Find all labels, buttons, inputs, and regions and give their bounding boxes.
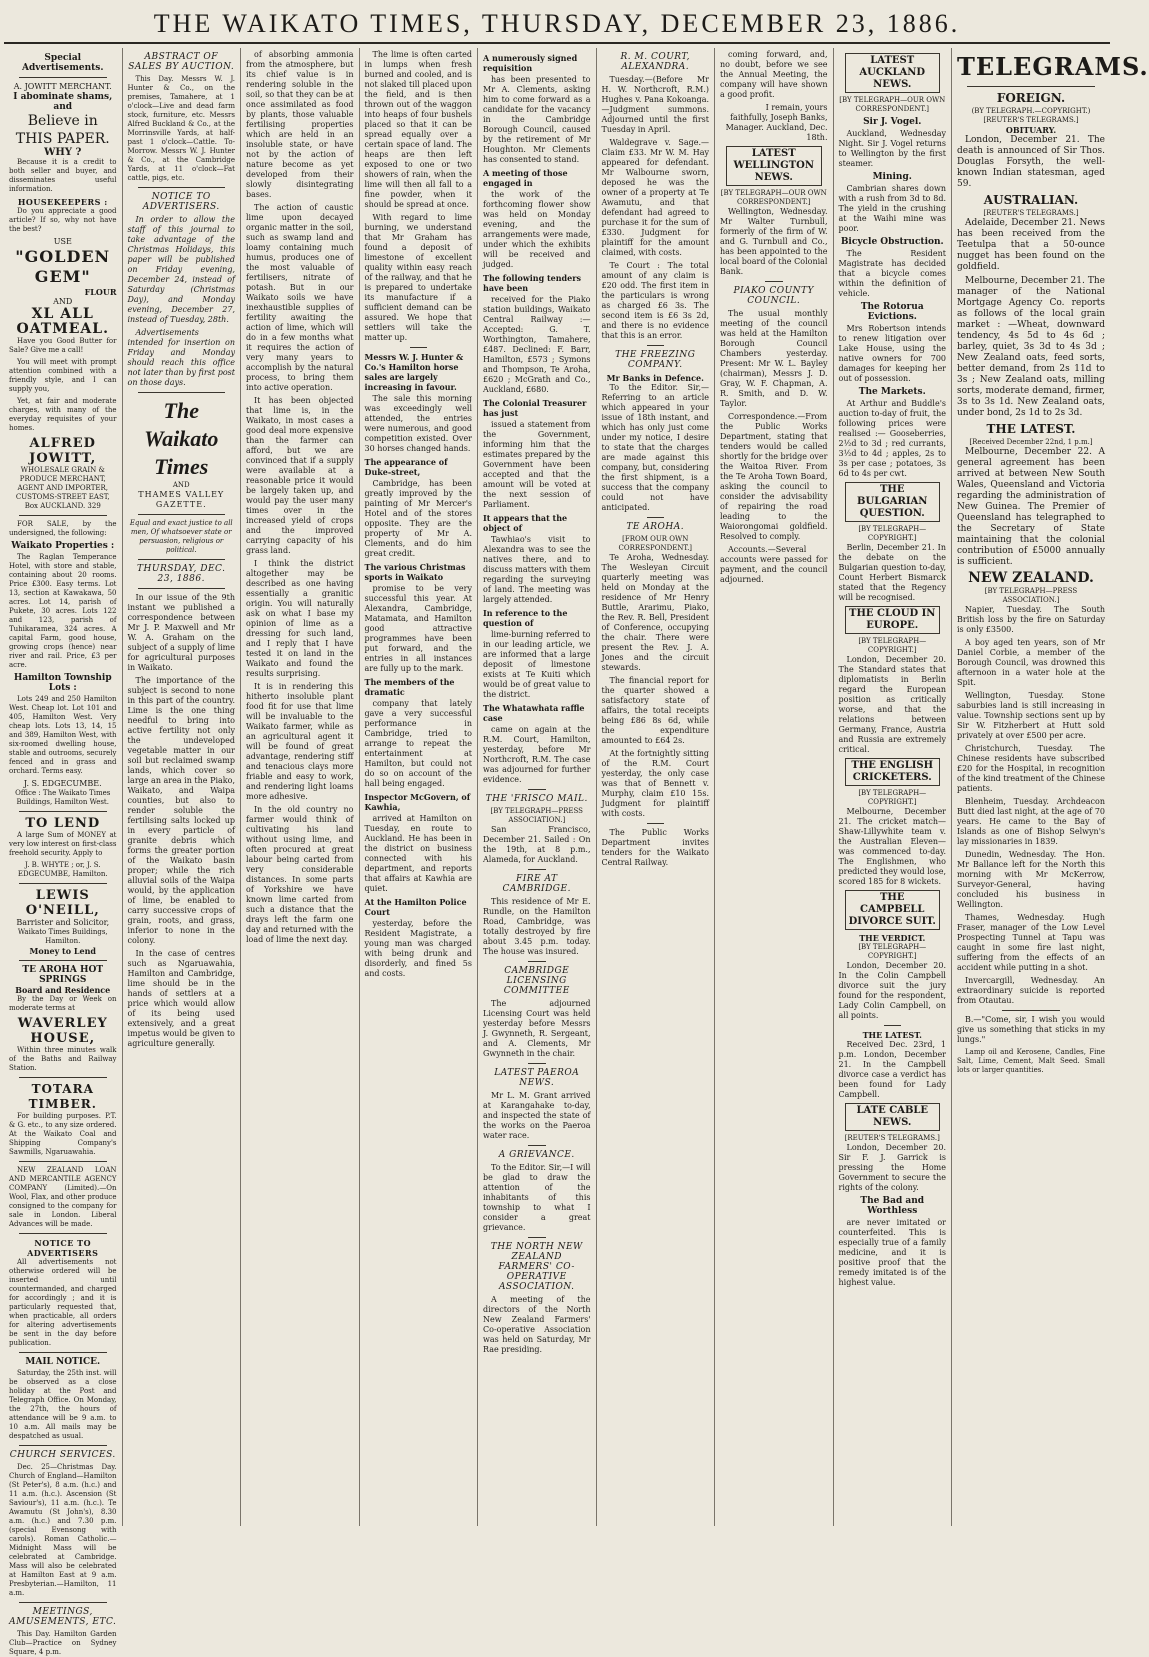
wellington-body: Wellington, Wednesday. Mr Walter Turnbull, formerly of the firm of W. and G. Turnbull and Co., has been appointed to the local board of the Colonial Bank. xyxy=(720,207,828,276)
wellington-sub: [BY TELEGRAPH—OUR OWN CORRESPONDENT.] xyxy=(720,189,827,206)
mining-heading: Mining. xyxy=(872,172,912,182)
board-residence: Board and Residence xyxy=(15,985,111,995)
to-lend-body: A large Sum of MONEY at very low interest on first-class freehold security. Apply to xyxy=(9,831,117,857)
farmers-body: A meeting of the directors of the North New Zealand Farmers' Co-operative Association was held on Saturday, Mr Rae presiding. xyxy=(483,1295,591,1354)
housekeepers-heading: HOUSEKEEPERS : xyxy=(17,197,108,207)
cable-body: London, December 20. Sir F. J. Garrick is pressing the Home Government to secure the rights of the colony. xyxy=(838,1143,946,1192)
mining-body: Cambrian shares down with a rush from 3d to 8d. The yield in the crushing at the Waihi mine was poor. xyxy=(838,184,946,233)
reference-body: lime-burning referred to in our leading article, we are informed that a large deposit of limestone exists at Te Kuiti which would be of great value to the district. xyxy=(483,630,591,699)
cable-heading: LATE CABLE NEWS. xyxy=(845,1103,941,1131)
latest-body: Received Dec. 23rd, 1 p.m. London, December 21. In the Campbell divorce case a verdict has been found for Lady Campbell. xyxy=(838,1040,946,1099)
editorial-paragraph-10: The lime is often carted in lumps when fresh burned and cooled, and is not slaked till placed upon the field, and is then thrown out of the waggon into heaps of four bushels placed so that it can be spread equally over a certain space of land. The heaps are then left exposed to one or two showers of rain, when the lime will then all fall to a fine powder, when it should be spread at once. xyxy=(364,50,472,209)
nz-loan-text: NEW ZEALAND LOAN AND MERCANTILE AGENCY COMPANY (Limited).—On Wool, Flax, and other produce consigned to the company for sale in London. Liberal Advances will be made. xyxy=(9,1166,117,1228)
wellington-col9: Wellington, Tuesday. Stone saburbies land is still increasing in value. Township sections sent up by Sir W. Fitzherbert at Hutt sold privately at over £500 per acre. xyxy=(957,691,1105,740)
new-zealand-sub: [BY TELEGRAPH—PRESS ASSOCIATION.] xyxy=(984,587,1078,604)
because-text: Because it is a credit to both seller and buyer, and disseminates useful information. xyxy=(9,158,117,193)
frisco-mail-body: San Francisco, December 21. Sailed : On the 19th, at 8 p.m., Alameda, for Auckland. xyxy=(483,825,591,864)
col6-footer: The Public Works Department invites tenders for the Waikato Central Railway. xyxy=(601,828,709,867)
blenheim-col9: Blenheim, Tuesday. Archdeacon Butt died last night, at the age of 70 years. He came to the Bay of Islands as one of Bishop Selwyn's lay missionaries in 1839. xyxy=(957,797,1105,846)
newspaper-page xyxy=(4,48,1149,1656)
editorial-paragraph-8: It is in rendering this hitherto insoluble plant food fit for use that lime will be invaluable to the Waikato farmer, while as an agricultural agent it will be found of great advantage, rendering stiff and tenacious clays more friable and easy to work, and rendering light loams more adhesive. xyxy=(246,682,354,801)
shams-line: I abominate shams, and xyxy=(13,92,113,112)
duke-street-heading: The appearance of Duke-street, xyxy=(364,457,448,477)
column-3 xyxy=(241,48,360,1526)
rotorua-heading: The Rotorua Evictions. xyxy=(860,302,924,322)
rotorua-body: Mrs Robertson intends to renew litigation over Lake House, using the native owners for 700 damages for keeping her out of possession. xyxy=(838,324,946,383)
tenders-heading: The following tenders have been xyxy=(483,273,581,293)
auckland-sub: [BY TELEGRAPH—OUR OWN CORRESPONDENT.] xyxy=(839,96,946,113)
newspaper-masthead: THE WAIKATO TIMES, THURSDAY, DECEMBER 23, 1886. xyxy=(153,9,961,38)
special-ads-heading: Special Advertisements. xyxy=(22,53,104,73)
money-to-lend: Money to Lend xyxy=(29,946,96,956)
bulgarian-body: Berlin, December 21. In the debate on the Bulgarian question to-day, Count Herbert Bismarck stated that the Regency will be recognised. xyxy=(838,543,946,602)
new-zealand-heading: NEW ZEALAND. xyxy=(968,570,1094,586)
kawhia-heading: Inspector McGovern, of Kawhia, xyxy=(364,792,471,812)
te-aroha-heading: TE AROHA. xyxy=(626,522,685,532)
vogel-body: Auckland, Wednesday Night. Sir J. Vogel returns to Wellington by the first steamer. xyxy=(838,129,946,168)
col7-body-1: coming forward, and, no doubt, before we see the Annual Meeting, the company will have shown a good profit. xyxy=(720,50,828,99)
campbell-verdict: THE VERDICT. xyxy=(859,933,926,943)
use-line: USE xyxy=(53,237,72,246)
piako-heading: PIAKO COUNTY COUNCIL. xyxy=(733,286,814,306)
paeroa-heading: LATEST PAEROA NEWS. xyxy=(494,1068,580,1088)
latest-col9-body: Melbourne, December 22. A general agreement has been arrived at between New South Wales, Queensland and Victoria regarding the administration of New Guinea. The Premier of Queensland has telegraphed to the Secretary of State maintaining that the colonial contribution of £5000 annually is sufficient. xyxy=(957,447,1105,567)
column-4 xyxy=(360,48,479,1526)
totara-timber: TOTARA TIMBER. xyxy=(28,1082,97,1111)
te-aroha-body-3: At the fortnightly sitting of the R.M. Court yesterday, the only case was that of Bennett v. Murphy, claim £10 15s. Judgment for plaintiff with costs. xyxy=(601,749,709,818)
hunter-body: The sale this morning was exceedingly well attended, the entries were numerous, and good competition existed. Over 30 horses changed hands. xyxy=(364,394,472,453)
licensing-body: The adjourned Licensing Court was held yesterday before Messrs J. Gwynneth, R. Sergeant, and A. Clements, Mr Gwynneth in the chair. xyxy=(483,999,591,1058)
licensing-heading: CAMBRIDGE LICENSING COMMITTEE xyxy=(503,966,570,996)
waikato-props-heading: Waikato Properties : xyxy=(11,541,115,551)
thames-col9: Thames, Wednesday. Hugh Fraser, manager of the Low Level Prospecting Tunnel at Tapu was caught in some fire last night, suffering from the effects of an accident while putting in a shot. xyxy=(957,913,1105,972)
box-line: Box AUCKLAND. 329 xyxy=(24,502,101,510)
latest-col9-sub: [Received December 22nd, 1 p.m.] xyxy=(969,438,1093,446)
motto: Equal and exact justice to all men, Of whatsoever state or persuasion, religious or political. xyxy=(129,519,233,554)
reference-heading: In reference to the question of xyxy=(483,608,568,628)
frisco-mail-heading: THE 'FRISCO MAIL. xyxy=(485,794,588,804)
petition-body: has been presented to Mr A. Clements, asking him to come forward as a candidate for the vacancy in the Cambridge Borough Council, caused by the retirement of Mr Houghton. Mr Clements has consented to stand. xyxy=(483,75,591,164)
australian-sub: [REUTER'S TELEGRAMS.] xyxy=(983,209,1079,217)
latest-heading: THE LATEST. xyxy=(862,1030,922,1040)
grievance-heading: A GRIEVANCE. xyxy=(498,1150,575,1160)
rm-court-body-3: Te Court : The total amount of any claim is £20 odd. The first item in the particulars is wrong as charged £6 3s. The second item is £6 3s 2d, and there is no evidence that this is an error. xyxy=(601,261,709,340)
petition-heading: A numerously signed requisition xyxy=(483,53,578,73)
waverley-body: Within three minutes walk of the Baths and Railway Station. xyxy=(9,1046,117,1072)
church-services-body: Dec. 25—Christmas Day. Church of England—Hamilton (St Peter's), 8 a.m. (h.c.) and 11 a.m. (h.c.). Ascension (St Saviour's), 11 a.m. (h.c.). Te Awamutu (St John's), 8.30 a.m. (h.c.) and 7.30 p.m. (special Evensong with carols). Roman Catholic.—Midnight Mass will be celebrated at Cambridge. Mass will also be celebrated at Hamilton East at 9 a.m. Presbyterian.—Hamilton, 11 a.m. xyxy=(9,1463,117,1597)
whyte-line: J. B. WHYTE ; or, J. S. EDGECUMBE, Hamilton. xyxy=(17,861,108,878)
paeroa-body: Mr L. M. Grant arrived at Karangahake to-day, and inspected the state of the works on the Paeroa water race. xyxy=(483,1091,591,1140)
christchurch-col9: Christchurch, Tuesday. The Chinese residents have subscribed £20 for the Hospital, in recognition of the kind treatment of the Chinese patients. xyxy=(957,744,1105,793)
markets-body: At Arthur and Buddle's auction to-day of fruit, the following prices were realised :— Gooseberries, 2½d to 3d ; red currants, 3½d to 4d ; apples, 2s to 3s per case ; potatoes, 3s 6d to 4s per cwt. xyxy=(838,399,946,478)
hamilton-lots-heading: Hamilton Township Lots : xyxy=(13,673,112,693)
obituary-body: London, December 21. The death is announced of Sir Thos. Douglas Forsyth, the well-known Indian statesman, aged 59. xyxy=(957,135,1105,189)
believe-line: Believe in THIS PAPER. xyxy=(15,113,110,147)
edgecumbe: J. S. EDGECUMBE. xyxy=(23,779,102,788)
advert-col9: B.—"Come, sir, I wish you would give us something that sticks in my lungs." xyxy=(957,1015,1105,1044)
campbell-sub: [BY TELEGRAPH—COPYRIGHT.] xyxy=(858,943,927,960)
meetings-body: This Day. Hamilton Garden Club—Practice on Sydney Square, 4 p.m. xyxy=(9,1630,117,1656)
foreign-sub: (BY TELEGRAPH.—COPYRIGHT.) xyxy=(971,107,1091,115)
christmas-sports-heading: The various Christmas sports in Waikato xyxy=(364,562,466,582)
fire-cambridge-heading: FIRE AT CAMBRIDGE. xyxy=(502,874,571,894)
rm-court-body: Tuesday.—(Before Mr H. W. Northcroft, R.M.) Hughes v. Pana Kokoanga.—Judgment summons. Adjourned until the first Tuesday in April. xyxy=(601,75,709,134)
farmers-heading: THE NORTH NEW ZEALAND FARMERS' CO-OPERATIVE ASSOCIATION. xyxy=(490,1242,583,1292)
jowitt-small: A. JOWITT MERCHANT. xyxy=(13,82,112,91)
auckland-heading: LATEST AUCKLAND NEWS. xyxy=(845,53,941,93)
oneill-heading: LEWIS O'NEILL, xyxy=(25,888,100,918)
waikato-props-body: The Raglan Temperance Hotel, with store and stable, containing about 20 rooms. Price £300. Easy terms. Lot 13, section at Kawakawa, 50 acres. Lot 14, parish of Pukete, 30 acres. Lots 122 and 123, parish of Tuhikaramea, 324 acres. A capital Farm, good house, growing crops (hence) near river and rail. Price, £3 per acre. xyxy=(9,553,117,669)
notice-advertisers-body: All advertisements not otherwise ordered will be inserted until countermanded, and charged for accordingly ; and it is particularly requested that, when practicable, all orders for altering advertisements be sent in the day before publication. xyxy=(9,1258,117,1347)
oneill-sub: Barrister and Solicitor, xyxy=(16,918,110,927)
invercargill-col9: Invercargill, Wednesday. An extraordinary suicide is reported from Otautau. xyxy=(957,976,1105,1005)
telegrams-heading: TELEGRAMS. xyxy=(957,52,1149,81)
new-zealand-body-2: A boy aged ten years, son of Mr Daniel Corbie, a member of the Borough Council, was drowned this afternoon in a water hole at the Spit. xyxy=(957,638,1105,687)
notice-heading: NOTICE TO ADVERTISERS. xyxy=(142,192,220,212)
cricketers-heading: THE ENGLISH CRICKETERS. xyxy=(845,758,941,786)
rm-court-heading: R. M. COURT, ALEXANDRA. xyxy=(620,52,690,72)
bad-worthless-heading: The Bad and Worthless xyxy=(860,1196,925,1216)
golden-gem: "GOLDEN GEM" xyxy=(15,247,111,286)
bicycle-heading: Bicycle Obstruction. xyxy=(840,237,944,247)
bulgarian-sub: [BY TELEGRAPH—COPYRIGHT.] xyxy=(858,525,927,542)
column-2 xyxy=(123,48,242,1526)
raffle-heading: The Whatawhata raffle case xyxy=(483,703,585,723)
objects-body: Tawhiao's visit to Alexandra was to see the natives there, and to discuss matters with them regarding the surveying of land. The meeting was largely attended. xyxy=(483,535,591,604)
editorial-paragraph-1: In our issue of the 9th instant we published a correspondence between Mr J. P. Maxwell and Mr W. A. Graham on the subject of a supply of lime for agricultural purposes in Waikato. xyxy=(127,593,235,672)
flour-line: FLOUR xyxy=(84,287,117,297)
column-1 xyxy=(4,48,123,1656)
australian-heading: AUSTRALIAN. xyxy=(983,193,1079,207)
dramatic-heading: The members of the dramatic xyxy=(364,677,455,697)
bulgarian-heading: THE BULGARIAN QUESTION. xyxy=(845,482,941,522)
housekeepers-body: Do you appreciate a good article? If so, why not have the best? xyxy=(9,207,117,233)
column-6 xyxy=(597,48,716,1526)
australian-body: Adelaide, December 21. News has been received from the Teetulpa that a 50-ounce nugget has been found on the goldfield. xyxy=(957,218,1105,272)
to-lend-heading: TO LEND xyxy=(25,816,101,831)
fire-cambridge-body: This residence of Mr E. Rundle, on the Hamilton Road, Cambridge, was totally destroyed by fire about 3.45 p.m. today. The house was insured. xyxy=(483,897,591,956)
meetings-heading: MEETINGS, AMUSEMENTS, ETC. xyxy=(9,1607,117,1627)
new-zealand-body: Napier, Tuesday. The South British loss by the fire on Saturday is only £3500. xyxy=(957,605,1105,634)
notice-body-2: Advertisements intended for insertion on Friday and Monday should reach this office not later than by first post on those days. xyxy=(127,328,235,387)
freezing-sub: Mr Banks in Defence. xyxy=(606,373,704,383)
editorial-paragraph-7: I think the district altogether may be described as one having essentially a granitic origin. You will naturally ask on what I base my opinion of lime as a dressing for such land, and I reply that I have tested it on land in the Waikato and found the results surprising. xyxy=(246,559,354,678)
te-aroha-body-2: The financial report for the quarter showed a satisfactory state of affairs, the total receipts being £86 8s 6d, while the expenditure amounted to £64 2s. xyxy=(601,676,709,745)
tenders-body: received for the Piako station buildings, Waikato Central Railway :—Accepted: G. T. Worthington, Tamahere, £487. Declined: F. Barr, Hamilton, £573 ; Symons and Thompson, Te Aroha, £620 ; McGrath and Co., Auckland, £680. xyxy=(483,295,591,394)
for-sale-text: FOR SALE, by the undersigned, the following: xyxy=(9,520,117,537)
board-body: By the Day or Week on moderate terms at xyxy=(9,995,117,1012)
obituary-heading: OBITUARY. xyxy=(1005,125,1057,135)
masthead-rule xyxy=(4,42,1110,44)
campbell-heading: THE CAMPBELL DIVORCE SUIT. xyxy=(845,890,941,930)
foreign-sub-2: [REUTER'S TELEGRAMS.] xyxy=(983,116,1079,124)
dateline: THURSDAY, DEC. 23, 1886. xyxy=(137,564,226,584)
editorial-paragraph-4: of absorbing ammonia from the atmosphere, but its chief value is in rendering soluble in the soil, so that they can be at once assimilated as food by plants, those valuable fertilising properties which are held in an insoluble state, or have not by the action of nature become as yet developed from their slowly disintegrating bases. xyxy=(246,50,354,199)
oneill-address: Waikato Times Buildings, Hamilton. xyxy=(17,928,108,945)
campbell-body: London, December 20. In the Colin Campbell divorce suit the jury found for the respondent, Lady Colin Campbell, on all points. xyxy=(838,961,946,1020)
foreign-heading: FOREIGN. xyxy=(996,91,1066,105)
meeting-body: the work of the forthcoming flower show was held on Monday evening, and the arrangements were made, under which the exhibits will be received and judged. xyxy=(483,190,591,269)
cloud-europe-body: London, December 20. The Standard states that diplomatists in Berlin regard the European position as critically worse, and that the relations between Germany, France, Austria and Russia are extremely critical. xyxy=(838,655,946,754)
cricketers-sub: [BY TELEGRAPH—COPYRIGHT.] xyxy=(858,789,927,806)
column-8 xyxy=(834,48,953,1526)
frisco-mail-sub: [BY TELEGRAPH—PRESS ASSOCIATION.] xyxy=(490,807,583,824)
waverley-house: WAVERLEY HOUSE, xyxy=(17,1016,108,1046)
wellington-heading: LATEST WELLINGTON NEWS. xyxy=(726,146,822,186)
bad-worthless-body: are never imitated or counterfeited. This is especially true of a family medicine, and it is positive proof that the remedy imitated is of the highest value. xyxy=(838,1218,946,1287)
treasurer-body: issued a statement from the Government, informing him that the estimates prepared by the Government have been accepted and that the amount will be voted at the next session of Parliament. xyxy=(483,420,591,509)
totara-body: For building purposes. P.T. & G. etc., to any size ordered. At the Waikato Coal and Shipping Company's Sawmills, Ngaruawahia. xyxy=(9,1112,117,1156)
raffle-body: came on again at the R.M. Court, Hamilton, yesterday, before Mr Northcroft, R.M. The case was adjourned for further evidence. xyxy=(483,725,591,784)
and-line: AND xyxy=(53,297,73,306)
treasurer-heading: The Colonial Treasurer has just xyxy=(483,398,587,418)
fair-text: Yet, at fair and moderate charges, with many of the everyday requisites of your homes. xyxy=(9,397,117,432)
alfred-jowitt: ALFRED JOWITT, xyxy=(29,436,97,466)
mail-notice-heading: MAIL NOTICE. xyxy=(25,1357,101,1367)
column-9 xyxy=(952,48,1149,1526)
col7-body-2: I remain, yours faithfully, Joseph Banks, Manager. Auckland, Dec. 18th. xyxy=(725,103,828,142)
piako-body: The usual monthly meeting of the council was held at the Hamilton Borough Council Chambers yesterday. Present: Mr W. L. Bayley (chairman), Messrs J. D. Gray, W. F. Chapman, A. R. Smith, and D. W. Taylor. xyxy=(720,309,828,408)
xl-oatmeal: XL ALL OATMEAL. xyxy=(16,306,109,337)
te-aroha-sub: [FROM OUR OWN CORRESPONDENT.] xyxy=(618,535,693,552)
editorial-paragraph-5: The action of caustic lime upon decayed organic matter in the soil, such as swamp land and loamy containing much humus, produces one of the most valuable of fertilisers, nitrate of potash. But in our Waikato soils we have inexhaustible supplies of fertility awaiting the action of lime, which will do in a few months what it requires the action of very many years to accomplish by the natural process, to bring them into active operation. xyxy=(246,203,354,392)
abstract-sales-body: This Day. Messrs W. J. Hunter & Co., on the premises, Tamahere, at 1 o'clock—Live and dead farm stock, furniture, etc. Messrs Alfred Buckland & Co., at the Morrinsville Yards, at half-past 1 o'clock—Cattle. To-Morrow. Messrs W. J. Hunter & Co., at the Cambridge Yards, at 11 o'clock—Fat cattle, pigs, etc. xyxy=(127,75,235,182)
kawhia-body: arrived at Hamilton on Tuesday, en route to Auckland. He has been in the district on business connected with his department, and reports that affairs at Kawhia are quiet. xyxy=(364,814,472,893)
notice-advertisers-heading: NOTICE TO ADVERTISERS xyxy=(27,1238,99,1258)
editorial-paragraph-3: In the case of centres such as Ngaruawahia, Hamilton and Cambridge, lime should be in the hands of settlers at a price which would allow of its being used extensively, and a great impetus would be given to agriculture generally. xyxy=(127,949,235,1048)
flag-subtitle: THAMES VALLEY GAZETTE. xyxy=(138,490,225,509)
why-line: WHY ? xyxy=(44,147,82,158)
latest-col9-heading: THE LATEST. xyxy=(986,422,1076,436)
meeting-heading: A meeting of those engaged in xyxy=(483,168,568,188)
cloud-europe-sub: [BY TELEGRAPH—COPYRIGHT.] xyxy=(858,637,927,654)
alfred-sub: WHOLESALE GRAIN & PRODUCE MERCHANT, AGENT AND IMPORTER, CUSTOMS-STREET EAST, xyxy=(15,466,110,501)
church-services-heading: CHURCH SERVICES. xyxy=(9,1450,116,1460)
editorial-paragraph-6: It has been objected that lime is, in the Waikato, in most cases a good deal more expensive than the farmer can afford, but we are convinced that if a supply were available at a reasonable price it would be largely taken up, and would pay the user many times over in the increased yield of crops and the improved carrying capacity of his grass land. xyxy=(246,396,354,555)
hunter-heading: Messrs W. J. Hunter & Co.'s Hamilton horse sales are largely increasing in favour. xyxy=(364,352,464,392)
duke-street-body: Cambridge, has been greatly improved by the painting of Mr Mercer's Hotel and of the stores opposite. They are the property of Mr A. Clements, and do him great credit. xyxy=(364,479,472,558)
cable-sub: [REUTER'S TELEGRAMS.] xyxy=(844,1134,940,1142)
editorial-paragraph-2: The importance of the subject is second to none in this part of the country. Lime is the one thing needful to bring into active fertility not only the undeveloped vegetable matter in our soil but reclaimed swamp lands, which cover so large an area in the Piako, Waikato, and Waipa counties, but also to render soluble the fertilising salts locked up in every particle of granite debris which forms the greater portion of the Waikato basin proper; while the rich alluvial soils of the Waipa would, by the application of lime, be enabled to carry successive crops of grain, roots, and grass, inferior to none in the colony. xyxy=(127,676,235,945)
bicycle-body: The Resident Magistrate has decided that a bicycle comes within the definition of vehicle. xyxy=(838,249,946,298)
freezing-heading: THE FREEZING COMPANY. xyxy=(615,350,696,370)
dunedin-col9: Dunedin, Wednesday. The Hon. Mr Ballance left for the North this morning with Mr McKerrow, Surveyor-General, having concluded his business in Wellington. xyxy=(957,850,1105,909)
abstract-sales-heading: ABSTRACT OF SALES BY AUCTION. xyxy=(128,52,235,72)
grievance-body: To the Editor. Sir,—I will be glad to draw the attention of the inhabitants of this township to what I consider a great grievance. xyxy=(483,1163,591,1232)
cloud-europe-heading: THE CLOUD IN EUROPE. xyxy=(845,606,941,634)
piako-body-3: Accounts.—Several accounts were passed for payment, and the council adjourned. xyxy=(720,545,828,584)
freezing-body: To the Editor. Sir,—Referring to an article which appeared in your issue of 18th instant, and which has only just come under my notice, I desire to state that the charges are made against this company, but, considering the first shipment, is a success that the company could not have anticipated. xyxy=(601,383,709,512)
editorial-paragraph-9: In the old country no farmer would think of cultivating his land without using lime, and often procured at great labour being carted from very considerable distances. In some parts of Yorkshire we have known lime carted from such a distance that the drays left the farm one day and returned with the load of lime the next day. xyxy=(246,805,354,944)
australian-body-2: Melbourne, December 21. The manager of the National Mortgage Agency Co. reports as follows of the local grain market : —Wheat, downward tendency, 4s 5d to 4s 6d ; barley, quiet, 3s 3d to 4s 3d ; New Zealand oats, feed sorts, better demand, from 2s 11d to 3s ; New Zealand oats, milling sorts, moderate demand, firmer, 3s to 3s 1d. New Zealand oats, under bond, 2s 1d to 2s 3d. xyxy=(957,276,1105,418)
edgecumbe-office: Office : The Waikato Times Buildings, Hamilton West. xyxy=(15,789,111,806)
butter-text: Have you Good Butter for Sale? Give me a call! xyxy=(9,337,117,354)
column-7 xyxy=(715,48,834,1526)
footer-col9: Lamp oil and Kerosene, Candles, Fine Salt, Lime, Cement, Malt Seed. Small lots or larger quantities. xyxy=(957,1048,1105,1074)
christmas-sports-body: promise to be very successful this year. At Alexandra, Cambridge, Matamata, and Hamilton good attractive programmes have been put forward, and the entries in all instances are fully up to the mark. xyxy=(364,584,472,673)
markets-heading: The Markets. xyxy=(858,387,926,397)
te-aroha-body: Te Aroha, Wednesday. The Wesleyan Circuit quarterly meeting was held on Monday at the residence of Mr Henry Buttle, Ararimu, Piako, the Rev. R. Bell, President of Conference, occupying the chair. There were present the Rev. J. A. Jones and the circuit stewards. xyxy=(601,553,709,672)
prices-text: You will meet with prompt attention combined with a friendly style, and I can supply you, xyxy=(9,358,117,393)
police-court-heading: At the Hamilton Police Court xyxy=(364,897,467,917)
cricketers-body: Melbourne, December 21. The cricket match—Shaw-Lillywhite team v. the Australian Eleven—was commenced to-day. The Englishmen, who predicted they would lose, scored 185 for 8 wickets. xyxy=(838,807,946,886)
editorial-paragraph-11: With regard to lime burning, we understand that Mr Graham has found a deposit of limestone of excellent quality within easy reach of the railway, and that he is prepared to undertake its manufacture if a sufficient demand can be assured. We hope that settlers will take the matter up. xyxy=(364,213,472,342)
vogel-heading: Sir J. Vogel. xyxy=(863,117,922,127)
police-court-body: yesterday, before the Resident Magistrate, a young man was charged with being drunk and disorderly, and fined 5s and costs. xyxy=(364,919,472,978)
newspaper-flag: The Waikato Times xyxy=(144,398,219,479)
mail-notice-body: Saturday, the 25th inst. will be observed as a close holiday at the Post and Telegraph Office. On Monday, the 27th, the hours of attendance will be 9 a.m. to 10 a.m. All mails may be despatched as usual. xyxy=(9,1369,117,1440)
objects-heading: It appears that the object of xyxy=(483,513,568,533)
hamilton-lots-body: Lots 249 and 250 Hamilton West. Cheap lot. Lot 101 and 405, Hamilton West. Very cheap lots. Lots 13, 14, 15 and 389, Hamilton West, with six-roomed dwelling house, stable and outrooms, securely fenced and in grass and orchard. Terms easy. xyxy=(9,695,117,775)
flag-and: AND xyxy=(172,481,190,489)
dramatic-body: company that lately gave a very successful performance in Cambridge, tried to arrange to repeat the entertainment at Hamilton, but could not do so on account of the hall being engaged. xyxy=(364,699,472,788)
piako-body-2: Correspondence.—From the Public Works Department, stating that tenders would be called shortly for the bridge over the Waitoa River. From the Te Aroha Town Board, asking the council to consider the advisability of repairing the road leading to the Waiorongomai goldfield. Resolved to comply. xyxy=(720,412,828,541)
rm-court-body-2: Waldegrave v. Sage.—Claim £33. Mr W. M. Hay appeared for defendant. Mr Walbourne sworn, deposed he was the owner of a property at Te Awamutu, and that defendant had agreed to purchase it for the sum of £330. Judgment for plaintiff for the amount claimed, with costs. xyxy=(601,138,709,257)
notice-body: In order to allow the staff of this journal to take advantage of the Christmas Holidays, this paper will be published on Friday evening, December 24, instead of Saturday (Christmas Day), and Monday evening, December 27, instead of Tuesday, 28th. xyxy=(127,215,235,324)
column-5 xyxy=(478,48,597,1526)
te-aroha-springs: TE AROHA HOT SPRINGS xyxy=(22,965,104,985)
